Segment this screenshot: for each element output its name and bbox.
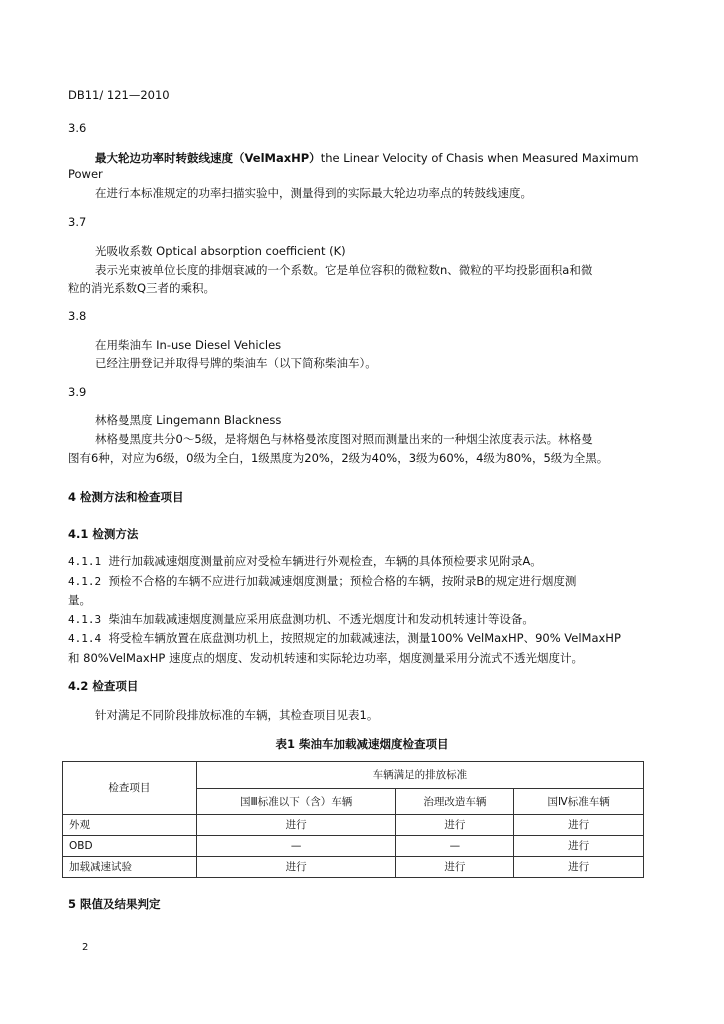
table-row — [63, 857, 644, 878]
row-header-cell: 检查项目 — [63, 762, 197, 815]
section-3-7-number: 3.7 — [68, 215, 87, 229]
row-label: 加载减速试验 — [63, 857, 197, 878]
clause-4-1-4 — [68, 630, 621, 646]
section-3-6-term-cn: 最大轮边功率时转鼓线速度（VelMaxHP） — [95, 151, 321, 165]
row-label: 外观 — [63, 815, 197, 836]
clause-number: 4.1.4 — [68, 632, 102, 645]
clause-4-1-4-cont: 和 80%VelMaxHP 速度点的烟度、发动机转速和实际轮边功率，烟度测量采用分流式不透光烟度计。 — [68, 651, 583, 665]
clause-4-1-2-cont: 量。 — [68, 593, 91, 607]
row-label: OBD — [63, 836, 197, 857]
table-cell: 进行 — [396, 857, 514, 878]
table-cell: 进行 — [196, 857, 396, 878]
clause-text: 将受检车辆放置在底盘测功机上，按照规定的加载减速法，测量100% VelMaxHP、90% VelMaxHP — [108, 631, 621, 645]
table-caption: 表1 柴油车加载减速烟度检查项目 — [275, 737, 449, 751]
section-3-6-number: 3.6 — [68, 121, 87, 135]
section-4-heading: 4 检测方法和检查项目 — [68, 490, 184, 504]
section-3-8-number: 3.8 — [68, 309, 87, 323]
inspection-items-table — [62, 761, 644, 878]
section-3-9-definition-line1: 林格曼黑度共分0～5级，是将烟色与林格曼浓度图对照而测量出来的一种烟尘浓度表示法。林格曼 — [95, 432, 593, 446]
document-id: DB11/ 121—2010 — [68, 88, 170, 102]
clause-text: 进行加载减速烟度测量前应对受检车辆进行外观检查，车辆的具体预检要求见附录A。 — [108, 554, 542, 568]
clause-text: 柴油车加载减速烟度测量应采用底盘测功机、不透光烟度计和发动机转速计等设备。 — [108, 612, 534, 626]
table-cell: 进行 — [396, 815, 514, 836]
table-row — [63, 815, 644, 836]
table-row — [63, 836, 644, 857]
section-3-7-term: 光吸收系数 Optical absorption coefficient (K) — [95, 244, 346, 258]
table-cell: 进行 — [514, 836, 644, 857]
section-3-8-term: 在用柴油车 In-use Diesel Vehicles — [95, 338, 282, 352]
clause-4-1-1 — [68, 553, 542, 569]
section-3-6-term-cont: Power — [68, 167, 103, 181]
clause-4-1-3 — [68, 611, 534, 627]
clause-text: 预检不合格的车辆不应进行加载减速烟度测量；预检合格的车辆，按附录B的规定进行烟度测 — [108, 574, 577, 588]
table-cell: 进行 — [514, 857, 644, 878]
column-header: 治理改造车辆 — [396, 789, 514, 815]
group-header-cell: 车辆满足的排放标准 — [196, 762, 643, 789]
page-number: 2 — [82, 942, 89, 953]
section-3-6-term-en: the Linear Velocity of Chasis when Measured Maximum — [320, 151, 639, 165]
clause-4-1-2 — [68, 573, 576, 589]
column-header: 国Ⅲ标准以下（含）车辆 — [196, 789, 396, 815]
section-3-7-definition-line1: 表示光束被单位长度的排烟衰减的一个系数。它是单位容积的微粒数n、微粒的平均投影面积a和微 — [95, 263, 593, 277]
column-header: 国Ⅳ标准车辆 — [514, 789, 644, 815]
section-3-8-definition: 已经注册登记并取得号牌的柴油车（以下简称柴油车）。 — [95, 356, 377, 370]
clause-number: 4.1.3 — [68, 613, 102, 626]
table-cell: 进行 — [514, 815, 644, 836]
clause-number: 4.1.2 — [68, 575, 102, 588]
section-3-6-term — [95, 150, 639, 166]
section-4-2-heading: 4.2 检查项目 — [68, 679, 139, 693]
section-3-9-number: 3.9 — [68, 385, 87, 399]
section-3-9-term: 林格曼黑度 Lingemann Blackness — [95, 413, 282, 427]
section-4-1-heading: 4.1 检测方法 — [68, 527, 139, 541]
table-cell: 进行 — [196, 815, 396, 836]
section-4-2-text: 针对满足不同阶段排放标准的车辆，其检查项目见表1。 — [95, 708, 379, 722]
section-3-7-definition-line2: 粒的消光系数Q三者的乘积。 — [68, 281, 216, 295]
table-cell: — — [196, 836, 396, 857]
table-cell: — — [396, 836, 514, 857]
section-3-9-definition-line2: 图有6种，对应为6级，0级为全白，1级黑度为20%，2级为40%，3级为60%，4级为80%，5级为全黑。 — [68, 451, 609, 465]
section-5-heading: 5 限值及结果判定 — [68, 897, 161, 911]
clause-number: 4.1.1 — [68, 555, 102, 568]
section-3-6-definition: 在进行本标准规定的功率扫描实验中，测量得到的实际最大轮边功率点的转鼓线速度。 — [95, 186, 532, 200]
table-header-row — [63, 762, 644, 789]
